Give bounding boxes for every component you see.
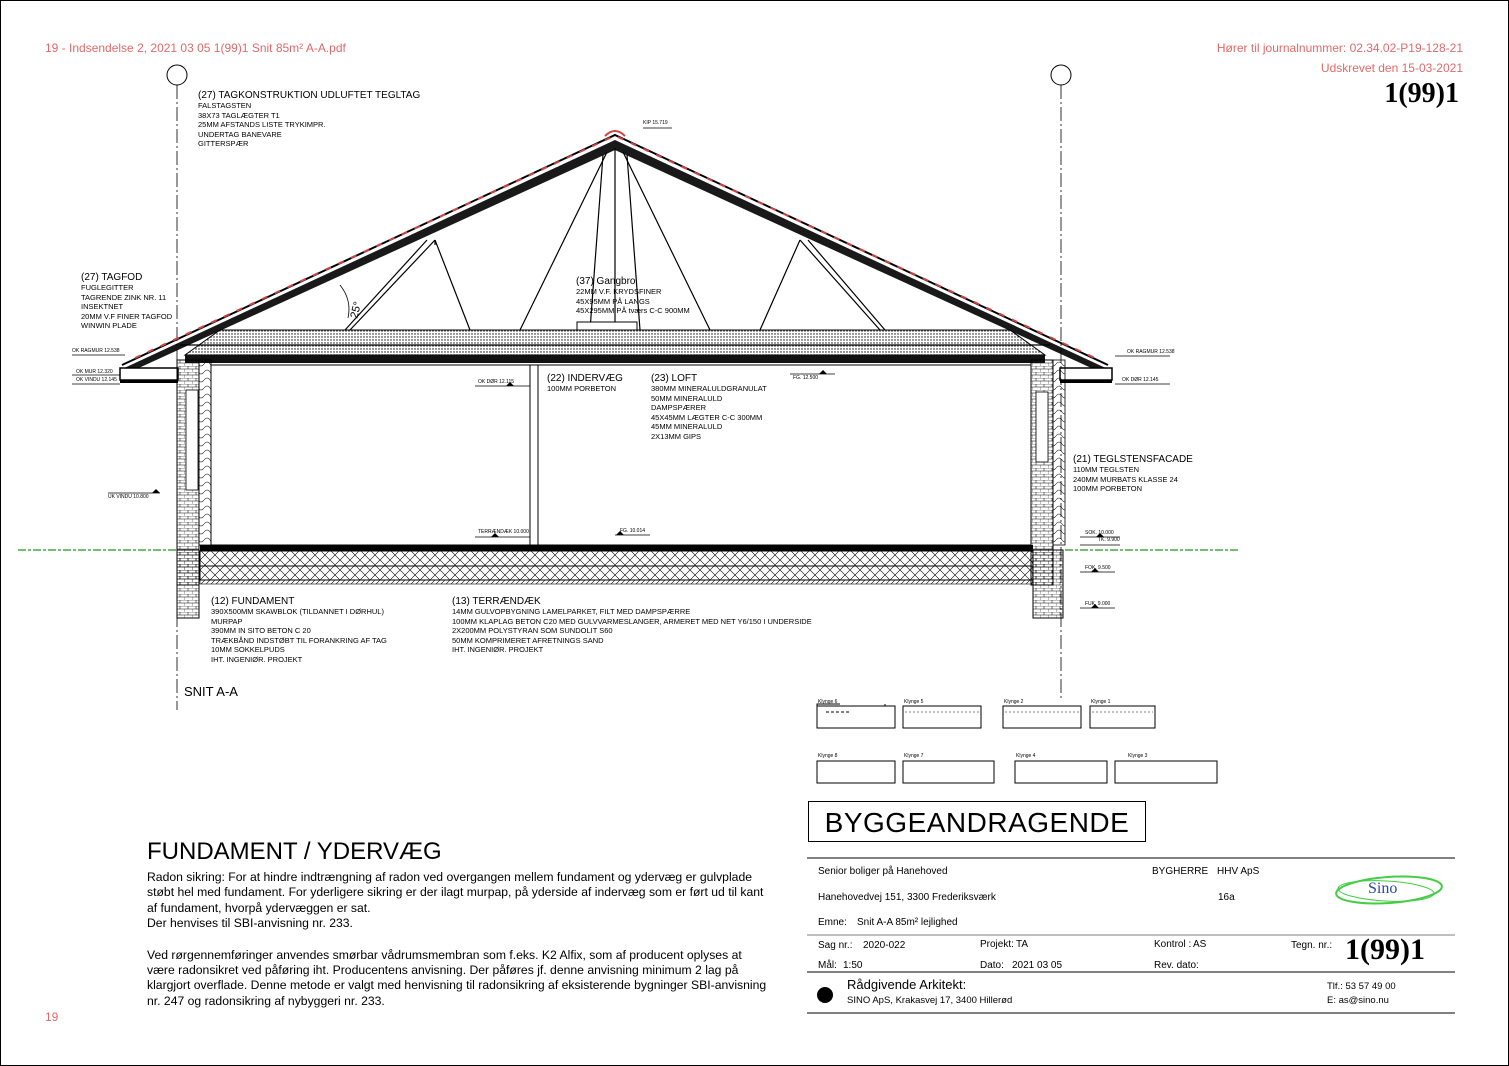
note-ceiling-line: 380MM MINERALULDGRANULAT	[651, 384, 767, 393]
note-ceiling	[651, 373, 767, 442]
note-facade	[1073, 454, 1193, 494]
file-title: 19 - Indsendelse 2, 2021 03 05 1(99)1 Snit 85m² A-A.pdf	[45, 41, 346, 55]
note-ceiling-line: DAMPSPÆRER	[651, 403, 707, 413]
note-foundation-title: (12) FUNDAMENT	[211, 596, 295, 607]
note-roof-line: 38X73 TAGLÆGTER T1	[198, 110, 280, 120]
note-inner-wall-title: (22) INDERVÆG	[547, 373, 623, 384]
tb-emne-label: Emne:	[818, 917, 847, 928]
level-ok-ragmur-right: OK RAGMUR 12.538	[1127, 349, 1175, 355]
note-eaves	[81, 272, 172, 331]
tb-sag: 2020-022	[863, 940, 906, 951]
level-terraendaek: TERRÆNDÆK 10.000	[478, 529, 529, 535]
note-roof	[198, 90, 420, 149]
note-slab	[452, 596, 812, 655]
tb-projekt: TA	[1016, 939, 1029, 950]
sheet-number: 1(99)1	[1384, 78, 1459, 109]
level-ok-vindu-left: OK VINDU 12.145	[76, 377, 117, 383]
profile-label: Klynge 6	[818, 699, 838, 705]
note-foundation-line: 390X500MM SKAWBLOK (TILDANNET I DØRHUL)	[211, 607, 384, 616]
tb-tegn-label: Tegn. nr.:	[1291, 940, 1333, 951]
note-ceiling-line: 45X45MM LÆGTER C-C 300MM	[651, 412, 763, 422]
tb-email: E: as@sino.nu	[1327, 995, 1389, 1006]
tb-arkitekt: SINO ApS, Krakasvej 17, 3400 Hillerød	[847, 995, 1013, 1006]
level-fok: FOK. 9.500	[1085, 565, 1111, 571]
profile-label: Klynge 3	[1128, 753, 1148, 759]
note-facade-title: (21) TEGLSTENSFACADE	[1073, 454, 1193, 465]
note-ceiling-line: 2X13MM GIPS	[651, 431, 702, 441]
note-slab-line: 100MM KLAPLAG BETON C20 MED GULVVARMESLANGER, ARMERET MED NET Y6/150 I UNDERSIDE	[452, 616, 812, 626]
level-ok-ragmur-left: OK RAGMUR 12.538	[72, 348, 120, 354]
note-eaves-line: INSEKTNET	[81, 302, 124, 312]
note-facade-line: 110MM TEGLSTEN	[1073, 465, 1139, 474]
note-walkway	[576, 276, 690, 316]
note-walkway-line: 22MM V.F. KRYDSFINER	[576, 287, 662, 296]
tb-project: Senior boliger på Hanehoved	[818, 866, 948, 877]
body-paragraph: Ved rørgennemføringer anvendes smørbar vådrumsmembran som f.eks. K2 Alfix, som af producent oplyses at være radonsikret ved påføring iht. Producentens anvisning. Der påføres jf. denne anvisning minimum 2 lag på klargjort overflade. Denne metode er valgt med henvisning til radonsikring af eksisterende bygninger SBI-anvisning nr. 247 og radonsikring af nybyggeri nr. 233.	[147, 947, 767, 1008]
note-eaves-line: FUGLEGITTER	[81, 283, 134, 292]
body-paragraph: Radon sikring: For at hindre indtrængning af radon ved overgangen mellem fundament og ydervæg er gulvplade støbt hel med fundament. For yderligere sikring er der ilagt murpap, på yderside af indervæg som er ført ud til kant af fundament, hvorpå ydervæggen er sat.	[147, 870, 764, 915]
body-heading: FUNDAMENT / YDERVÆG	[147, 838, 442, 865]
tb-kontrol-label: Kontrol :	[1154, 939, 1192, 950]
note-facade-line: 240MM MURBATS KLASSE 24	[1073, 474, 1178, 484]
note-roof-line: 25MM AFSTANDS LISTE TRYKIMPR.	[198, 120, 326, 130]
printed-date: Udskrevet den 15-03-2021	[1320, 61, 1463, 75]
tb-address: Hanehovedvej 151, 3300 Frederiksværk	[818, 892, 996, 903]
note-ceiling-line: 45MM MINERALULD	[651, 422, 723, 432]
journal-number: Hører til journalnummer: 02.34.02-P19-128-21	[1216, 41, 1463, 55]
level-fg: FG. 12.500	[793, 375, 819, 381]
tb-maal: 1:50	[843, 960, 863, 971]
note-slab-line: 14MM GULVOPBYGNING LAMELPARKET, FILT MED DAMPSPÆRRE	[452, 607, 691, 616]
level-ok-mur-left: OK MUR 12.320	[76, 369, 113, 375]
level-ok-dor: OK DØR 12.115	[478, 379, 515, 385]
body-text	[147, 870, 767, 1009]
level-fuk: FUK. 9.000	[1085, 601, 1111, 607]
level-uk-vindu: UK VINDU 10.800	[108, 494, 149, 500]
note-roof-line: UNDERTAG BANEVARE	[198, 129, 282, 139]
tb-emne: Snit A-A 85m² lejlighed	[857, 917, 958, 928]
tb-dato: 2021 03 05	[1012, 960, 1063, 971]
tb-dato-label: Dato:	[980, 960, 1004, 971]
stamp-byggeandragende: BYGGEANDRAGENDE	[808, 801, 1146, 842]
note-roof-title: (27) TAGKONSTRUKTION UDLUFTET TEGLTAG	[198, 90, 421, 101]
note-foundation-line: MURPAP	[211, 616, 243, 626]
tb-phone: Tlf.: 53 57 49 00	[1327, 981, 1396, 992]
tb-sag-label: Sag nr.:	[818, 940, 853, 951]
roof-angle: 25°	[348, 300, 365, 320]
level-ok-dor-right: OK DØR 12.145	[1122, 377, 1159, 383]
level-tk: TK. 9.900	[1098, 537, 1120, 543]
note-eaves-line: TAGRENDE ZINK NR. 11	[81, 292, 167, 302]
note-slab-line: 2X200MM POLYSTYRAN SOM SUNDOLIT S60	[452, 626, 613, 636]
note-slab-line: 50MM KOMPRIMERET AFRETNINGS SAND	[452, 635, 604, 645]
note-foundation-line: TRÆKBÅND INDSTØBT TIL FORANKRING AF TAG	[211, 635, 387, 645]
note-slab-line: IHT. INGENIØR. PROJEKT	[452, 645, 544, 655]
tb-tegn: 1(99)1	[1345, 933, 1425, 966]
note-eaves-title: (27) TAGFOD	[81, 272, 143, 283]
page-number: 19	[45, 1010, 59, 1024]
note-walkway-title: (37) Gangbro	[576, 276, 636, 287]
tb-rev-label: Rev. dato:	[1154, 960, 1199, 971]
tb-arkitekt-label: Rådgivende Arkitekt:	[847, 977, 967, 992]
profile-label: Klynge 2	[1004, 699, 1024, 705]
note-roof-line: FALSTAGSTEN	[198, 101, 252, 110]
note-slab-title: (13) TERRÆNDÆK	[452, 596, 541, 607]
note-foundation	[211, 596, 387, 665]
note-foundation-line: 10MM SOKKELPUDS	[211, 645, 285, 655]
note-eaves-line: WINWIN PLADE	[81, 321, 137, 331]
note-roof-line: GITTERSPÆR	[198, 139, 249, 149]
tb-unit: 16a	[1218, 892, 1235, 903]
note-ceiling-title: (23) LOFT	[651, 373, 698, 384]
tb-maal-label: Mål:	[818, 960, 837, 971]
note-facade-line: 100MM PORBETON	[1073, 484, 1143, 494]
sino-logo: Sino	[1368, 880, 1398, 897]
note-foundation-line: IHT. INGENIØR. PROJEKT	[211, 654, 303, 664]
note-inner-wall-line: 100MM PORBETON	[547, 384, 617, 393]
tb-kontrol: AS	[1193, 939, 1207, 950]
level-fg-floor: FG. 10.014	[620, 528, 646, 534]
note-walkway-line: 45X95MM PÅ LANGS	[576, 296, 650, 306]
tb-projekt-label: Projekt:	[980, 939, 1014, 950]
tb-bygherre: HHV ApS	[1217, 866, 1260, 877]
note-eaves-line: 20MM V.F FINER TAGFOD	[81, 311, 173, 321]
profile-label: Klynge 5	[904, 699, 924, 705]
body-paragraph: Der henvises til SBI-anvisning nr. 233.	[147, 916, 353, 931]
profile-label: Klynge 7	[904, 753, 924, 759]
note-inner-wall	[547, 373, 623, 394]
level-kip: KIP 15.719	[643, 120, 668, 126]
note-walkway-line: 45X295MM PÅ tværs C-C 900MM	[576, 306, 690, 316]
profile-label: Klynge 1	[1091, 699, 1111, 705]
level-sok: SOK. 10.000	[1085, 530, 1114, 536]
profile-label: Klynge 4	[1016, 753, 1036, 759]
profile-label: Klynge 8	[818, 753, 838, 759]
note-ceiling-line: 50MM MINERALULD	[651, 393, 723, 403]
tb-bygherre-label: BYGHERRE	[1152, 866, 1209, 877]
note-foundation-line: 390MM IN SITO BETON C 20	[211, 626, 311, 636]
section-title: SNIT A-A	[184, 684, 238, 699]
